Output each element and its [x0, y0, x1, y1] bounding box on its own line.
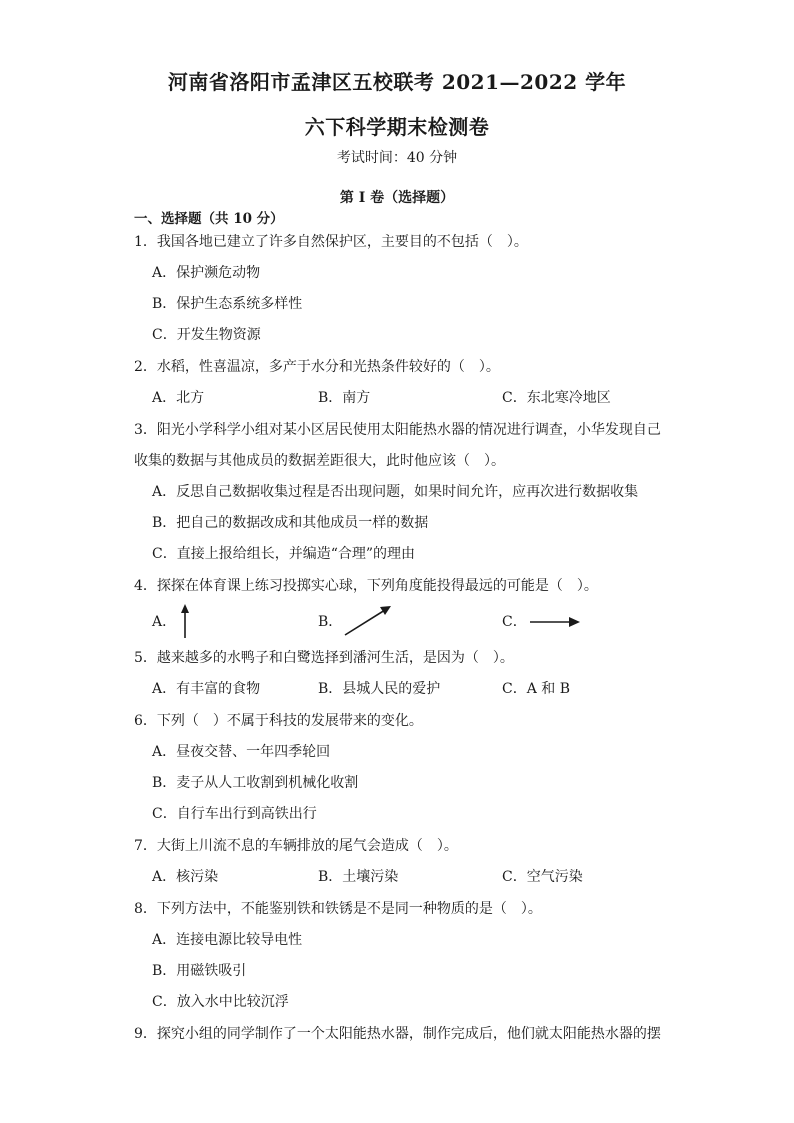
question-4-option-a: A．	[152, 614, 177, 630]
question-2-option-a: A．北方	[152, 390, 205, 406]
title-line-2: 六下科学期末检测卷	[304, 115, 490, 139]
arrow-up-icon	[177, 603, 193, 639]
question-3-option-c: C．直接上报给组长，并编造“合理”的理由	[152, 546, 416, 562]
question-1-option-c: C．开发生物资源	[152, 327, 261, 343]
question-8-option-b: B．用磁铁吸引	[152, 963, 247, 979]
question-7-option-c: C．空气污染	[502, 869, 583, 885]
question-5-option-a: A．有丰富的食物	[152, 681, 261, 697]
question-7-stem: 7．大街上川流不息的车辆排放的尾气会造成（ ）。	[134, 838, 458, 854]
question-2-stem: 2．水稻，性喜温凉，多产于水分和光热条件较好的（ ）。	[134, 359, 500, 375]
question-1-stem: 1．我国各地已建立了许多自然保护区，主要目的不包括（ ）。	[134, 234, 528, 250]
question-8-option-c: C．放入水中比较沉浮	[152, 994, 289, 1010]
question-1-option-a: A．保护濒危动物	[152, 265, 261, 281]
question-3-option-a: A．反思自己数据收集过程是否出现问题，如果时间允许，应再次进行数据收集	[152, 484, 639, 500]
volume-heading: 第 I 卷（选择题）	[339, 190, 455, 206]
arrow-diagonal-icon	[343, 605, 393, 637]
question-6-option-a: A．昼夜交替、一年四季轮回	[152, 744, 331, 760]
exam-time: 考试时间：40 分钟	[336, 150, 458, 166]
question-9-stem: 9．探究小组的同学制作了一个太阳能热水器，制作完成后，他们就太阳能热水器的摆	[134, 1026, 661, 1042]
title-line-1: 河南省洛阳市孟津区五校联考 2021—2022 学年	[167, 70, 627, 94]
question-3-stem-line-2: 收集的数据与其他成员的数据差距很大，此时他应该（ ）。	[134, 453, 505, 469]
question-3-stem-line-1: 3．阳光小学科学小组对某小区居民使用太阳能热水器的情况进行调查，小华发现自己	[134, 422, 661, 438]
question-7-option-b: B．土壤污染	[318, 869, 399, 885]
section-heading: 一、选择题（共 10 分）	[134, 211, 284, 227]
question-4-option-b: B．	[318, 614, 343, 630]
question-6-option-c: C．自行车出行到高铁出行	[152, 806, 317, 822]
question-5-stem: 5．越来越多的水鸭子和白鹭选择到潘河生活，是因为（ ）。	[134, 650, 514, 666]
question-6-stem: 6．下列（ ）不属于科技的发展带来的变化。	[134, 713, 423, 729]
question-4-option-c: C．	[502, 614, 527, 630]
question-2-option-b: B．南方	[318, 390, 371, 406]
question-5-option-c: C．A 和 B	[502, 681, 571, 697]
question-7-option-a: A．核污染	[152, 869, 219, 885]
question-8-option-a: A．连接电源比较导电性	[152, 932, 303, 948]
question-3-option-b: B．把自己的数据改成和其他成员一样的数据	[152, 515, 429, 531]
question-4-stem: 4．探探在体育课上练习投掷实心球，下列角度能投得最远的可能是（ ）。	[134, 578, 598, 594]
question-1-option-b: B．保护生态系统多样性	[152, 296, 303, 312]
question-2-option-c: C．东北寒冷地区	[502, 390, 611, 406]
question-6-option-b: B．麦子从人工收割到机械化收割	[152, 775, 359, 791]
arrow-right-icon	[529, 613, 581, 631]
question-8-stem: 8．下列方法中，不能鉴别铁和铁锈是不是同一种物质的是（ ）。	[134, 901, 542, 917]
question-5-option-b: B．县城人民的爱护	[318, 681, 441, 697]
